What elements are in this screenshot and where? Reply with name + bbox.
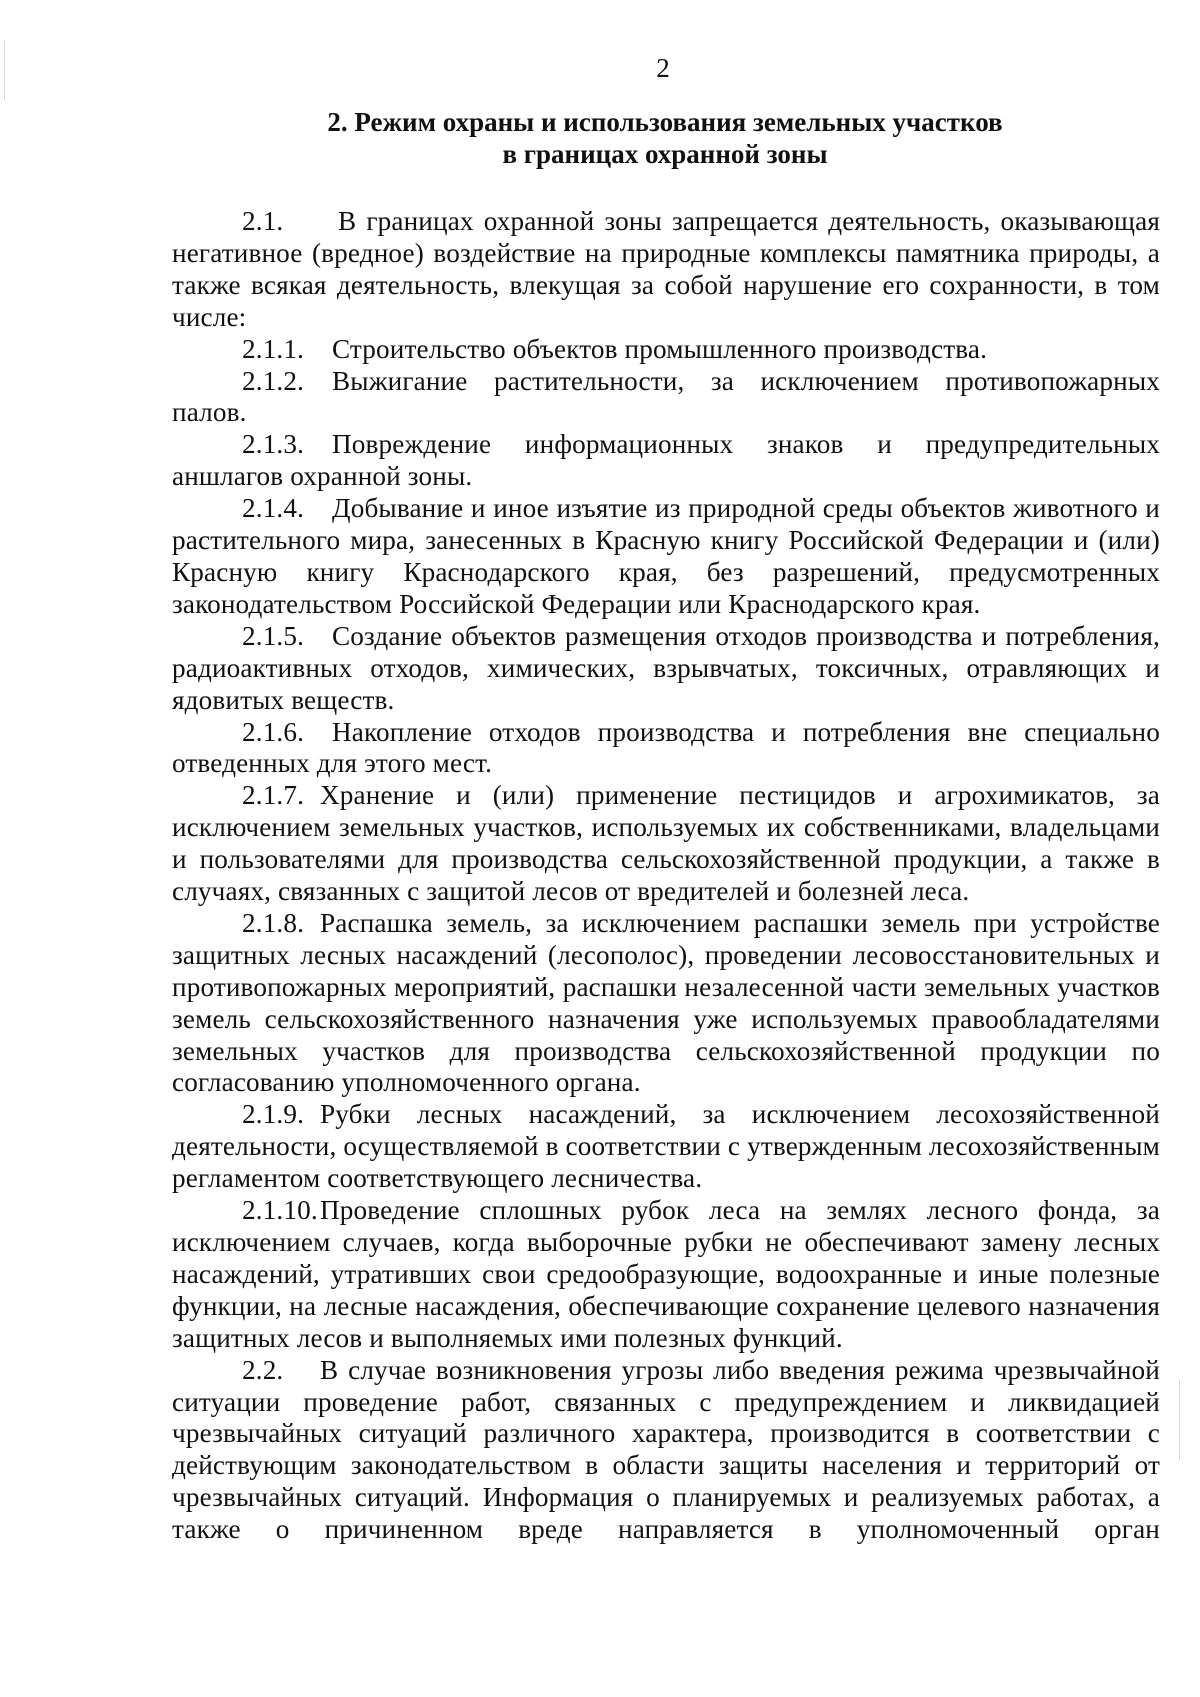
paragraph-number: 2.1.10. (242, 1195, 318, 1226)
paragraph-number: 2.1.4. (242, 493, 305, 524)
paragraph-text: Хранение и (или) применение пестицидов и агрохимикатов, за исключением земельных участков, используемых их собственниками, владельцами и пользователями для производства сельскохозяйственной продукции, а также в случаях, связанных с защитой лесов от вредителей и болезней леса. (172, 780, 1160, 907)
section-heading (170, 106, 1160, 170)
section-heading-line-1: 2. Режим охраны и использования земельных участков (327, 107, 1003, 137)
paragraph-number: 2.1.2. (242, 365, 305, 396)
section-heading-line-2: в границах охранной зоны (502, 139, 828, 169)
paragraph-text: Создание объектов размещения отходов производства и потребления, радиоактивных отходов, химических, взрывчатых, токсичных, отравляющих и ядовитых веществ. (172, 620, 1160, 715)
paragraph-text: В границах охранной зоны запрещается деятельность, оказывающая негативное (вредное) воздействие на природные комплексы памятника природы, а также всякая деятельность, влекущая за собой нарушение его сохранности, в том числе: (172, 206, 1160, 332)
paragraph-2-1-3 (172, 429, 1160, 493)
paragraph-number: 2.2. (242, 1354, 284, 1385)
paragraph-number: 2.1.3. (242, 429, 305, 460)
paragraph-2-1-8 (172, 908, 1160, 1099)
paragraph-2-1-9 (172, 1099, 1160, 1195)
paragraph-text: Выжигание растительности, за исключением противопожарных палов. (172, 365, 1160, 428)
paragraph-number: 2.1.9. (242, 1099, 305, 1130)
paragraph-text: Проведение сплошных рубок леса на землях лесного фонда, за исключением случаев, когда выборочные рубки не обеспечивают замену лесных насаждений, утративших свои средообразующие, водоохранные и иные полезные функции, на лесные насаждения, обеспечивающие сохранение целевого назначения защитных лесов и выполняемых ими полезных функций. (172, 1195, 1160, 1353)
paragraph-2-1-2 (172, 366, 1160, 430)
paragraph-text: Добывание и иное изъятие из природной среды объектов животного и растительного мира, занесенных в Красную книгу Российской Федерации и (или) Красную книгу Краснодарского края, без разрешений, предусмотренных законодательством Российской Федерации или Краснодарского края. (172, 493, 1160, 619)
paragraph-text: Накопление отходов производства и потребления вне специально отведенных для этого мест. (172, 716, 1160, 779)
paragraph-2-1 (172, 206, 1160, 334)
paragraph-number: 2.1.1. (242, 333, 305, 364)
scan-edge-mark (1179, 1380, 1180, 1460)
paragraph-text: Повреждение информационных знаков и предупредительных аншлагов охранной зоны. (172, 429, 1160, 492)
paragraph-2-1-1 (172, 334, 1160, 366)
paragraph-number: 2.1.6. (242, 716, 305, 747)
paragraph-number: 2.1. (242, 206, 284, 236)
document-body (172, 206, 1160, 1546)
paragraph-2-1-6 (172, 717, 1160, 781)
paragraph-2-1-10 (172, 1195, 1160, 1355)
paragraph-2-1-4 (172, 493, 1160, 621)
paragraph-text: Строительство объектов промышленного производства. (332, 333, 988, 364)
paragraph-2-1-5 (172, 621, 1160, 717)
paragraph-2-2 (172, 1355, 1160, 1546)
paragraph-text: Рубки лесных насаждений, за исключением лесохозяйственной деятельности, осуществляемой в соответствии с утвержденным лесохозяйственным регламентом соответствующего лесничества. (172, 1099, 1160, 1194)
paragraph-number: 2.1.7. (242, 780, 305, 811)
paragraph-2-1-7 (172, 780, 1160, 908)
page-number: 2 (656, 53, 670, 83)
paragraph-text: Распашка земель, за исключением распашки земель при устройстве защитных лесных насаждений (лесополос), проведении лесовосстановительных и противопожарных мероприятий, распашки незалесенной части земельных участков земель сельскохозяйственного назначения уже используемых правообладателями земельных участков для производства сельскохозяйственной продукции по согласованию уполномоченного органа. (172, 907, 1160, 1098)
paragraph-number: 2.1.8. (242, 907, 305, 938)
paragraph-text: В случае возникновения угрозы либо введения режима чрезвычайной ситуации проведение работ, связанных с предупреждением и ликвидацией чрезвычайных ситуаций различного характера, производится в соответствии с действующим законодательством в области защиты населения и территорий от чрезвычайных ситуаций. Информация о планируемых и реализуемых работах, а также о причиненном вреде направляется в уполномоченный орган (172, 1354, 1160, 1545)
paragraph-number: 2.1.5. (242, 620, 305, 651)
